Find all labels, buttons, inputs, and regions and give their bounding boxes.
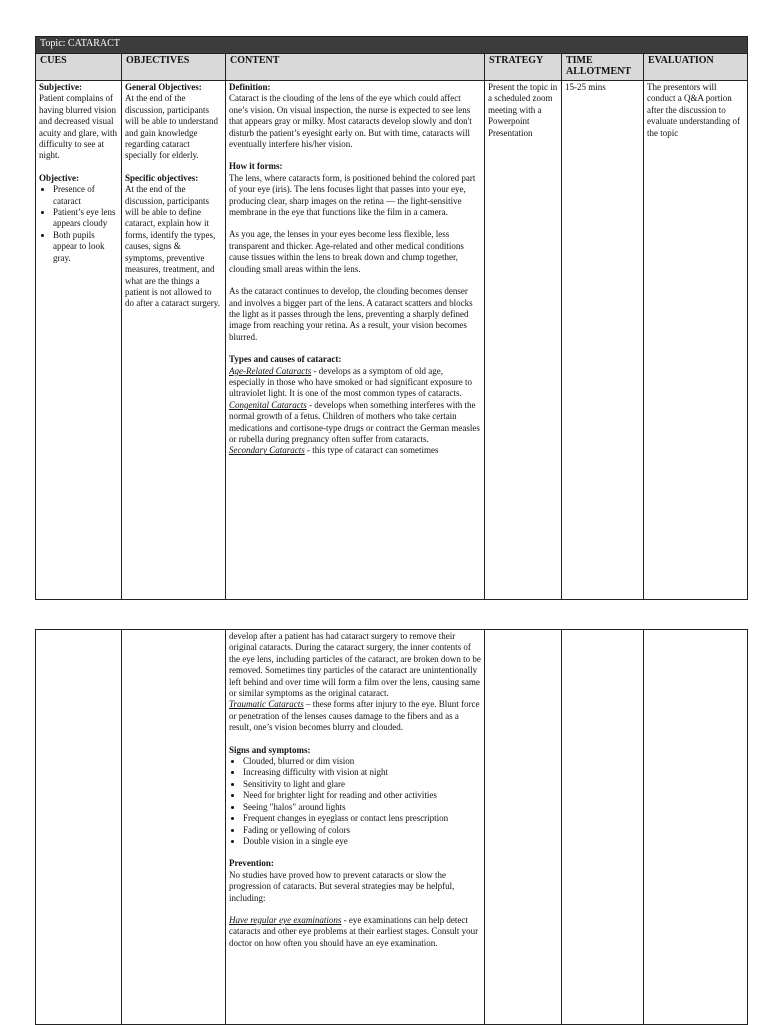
list-item: • Patient’s eye lens appears cloudy (53, 207, 118, 230)
list-item: • Presence of cataract (53, 184, 118, 207)
cues-cell (36, 81, 122, 600)
traumatic-label: Traumatic Cataracts (229, 699, 304, 710)
secondary-text: - this type of cataract can sometimes (304, 445, 439, 456)
cues-cell-empty (36, 630, 122, 1025)
prevention-heading: Prevention: (229, 858, 274, 869)
age-related-paragraph (229, 366, 481, 400)
subjective-heading: Subjective: (39, 82, 82, 92)
topic-row (36, 37, 748, 54)
header-row (36, 54, 748, 81)
general-objectives-text: At the end of the discussion, participants will be able to understand and gain knowledge regarding cataract specially for elderly. (125, 93, 218, 161)
time-allotment-cell: 15-25 mins (562, 81, 644, 600)
header-objectives: OBJECTIVES (122, 54, 226, 81)
secondary-label: Secondary Cataracts (229, 445, 305, 456)
evaluation-cell-empty (644, 630, 748, 1025)
specific-objectives-text: At the end of the discussion, participants will be able to define cataract, explain how it forms, identify the types, causes, signs & symptoms, preventive measures, treatment, and what are the things a patient is not allowed to do after a cataract surgery. (125, 184, 220, 309)
time-cell-empty (562, 630, 644, 1025)
list-item: • Seeing "halos" around lights (243, 802, 481, 813)
prevention-text: No studies have proved how to prevent cataracts or slow the progression of cataracts. But several strategies may be helpful, including: (229, 869, 455, 903)
eye-exam-label: Have regular eye examinations (229, 914, 342, 925)
list-item: • Double vision in a single eye (243, 836, 481, 847)
content-cell-continued (226, 630, 485, 1025)
how-it-forms-paragraph: The lens, where cataracts form, is positioned behind the colored part of your eye (iris). The lens focuses light that passes into your eye, producing clear, sharp images on the retina — the light-sensitive membrane in the eye that functions like the film in a camera. (229, 172, 476, 218)
list-item: • Sensitivity to light and glare (243, 779, 481, 790)
traumatic-paragraph (229, 699, 481, 733)
secondary-paragraph (229, 445, 481, 456)
signs-list (229, 756, 481, 847)
body-row (36, 81, 748, 600)
traumatic-text: – these forms after injury to the eye. Blunt force or penetration of the lenses causes damage to the fibers and as a result, one’s vision becomes blurry and clouded. (229, 699, 480, 733)
congenital-label: Congenital Cataracts (229, 399, 307, 410)
header-strategy: STRATEGY (485, 54, 562, 81)
list-item: • Fading or yellowing of colors (243, 825, 481, 836)
age-related-label: Age-Related Cataracts (229, 365, 312, 376)
specific-objectives-heading: Specific objectives: (125, 172, 199, 183)
congenital-text: - develops when something interferes with the normal growth of a fetus. Children of mothers who take certain medications and cortisone-type drugs or contract the German measles or rubella during pregnancy often suffer from cataracts. (229, 399, 480, 444)
objectives-cell (122, 81, 226, 600)
how-it-forms-paragraph: As you age, the lenses in your eyes become less flexible, less transparent and thicker. Age-related and other medical conditions cause tissues within the lens to break down and clump together, clouding small areas within the lens. (229, 229, 464, 274)
general-objectives-heading: General Objectives: (125, 82, 202, 92)
evaluation-cell: The presentors will conduct a Q&A portion after the discussion to evaluate understanding of the topic (644, 81, 748, 600)
secondary-continued-text: develop after a patient has had cataract surgery to remove their original cataracts. During the cataract surgery, the inner contents of the eye lens, including particles of the cataract, are broken down to be removed. Sometimes tiny particles of the cataract are unintentionally left behind and over time will form a film over the lens, causing same or similar symptoms as the original cataract. (229, 631, 481, 699)
header-cues: CUES (36, 54, 122, 81)
strategy-cell: Present the topic in a scheduled zoom meeting with a Powerpoint Presentation (485, 81, 562, 600)
how-it-forms-heading: How it forms: (229, 161, 283, 172)
objective-list (39, 184, 118, 264)
objectives-cell-empty (122, 630, 226, 1025)
list-item: • Both pupils appear to look gray. (53, 230, 118, 264)
signs-heading: Signs and symptoms: (229, 744, 311, 755)
eye-exam-text: - eye examinations can help detect cataracts and other eye problems at their earliest stages. Consult your doctor on how often you should have an eye examination. (229, 914, 479, 948)
list-item: • Need for brighter light for reading and other activities (243, 790, 481, 801)
header-time-allotment: TIME ALLOTMENT (562, 54, 644, 81)
types-heading: Types and causes of cataract: (229, 354, 342, 365)
congenital-paragraph (229, 400, 481, 446)
content-cell (226, 81, 485, 600)
list-item: • Increasing difficulty with vision at night (243, 767, 481, 778)
eye-exam-paragraph (229, 915, 481, 949)
how-it-forms-paragraph: As the cataract continues to develop, the clouding becomes denser and involves a bigger part of the lens. A cataract scatters and blocks the light as it passes through the lens, preventing a sharply defined image from reaching your retina. As a result, your vision becomes blurred. (229, 286, 473, 342)
body-row-continued (36, 630, 748, 1025)
lesson-plan-table-continued (35, 629, 748, 1025)
age-related-text: - develops as a symptom of old age, especially in those who have smoked or had significant exposure to ultraviolet light. It is one of the most common types of cataracts. (229, 365, 472, 399)
header-content: CONTENT (226, 54, 485, 81)
topic-title: Topic: CATARACT (36, 37, 748, 54)
strategy-cell-empty (485, 630, 562, 1025)
objective-heading: Objective: (39, 172, 79, 183)
definition-text: Cataract is the clouding of the lens of the eye which could affect one’s vision. On visual inspection, the nurse is expected to see lens that appears gray or milky. Most cataracts develop slowly and don't disturb the patient’s eyesight early on. But with time, cataracts will eventually interfere his/her vision. (229, 93, 472, 150)
list-item: • Frequent changes in eyeglass or contact lens prescription (243, 813, 481, 824)
subjective-text: Patient complains of having blurred vision and decreased visual acuity and glare, with difficulty to see at night. (39, 93, 117, 161)
list-item: • Clouded, blurred or dim vision (243, 756, 481, 767)
definition-heading: Definition: (229, 82, 271, 92)
header-evaluation: EVALUATION (644, 54, 748, 81)
lesson-plan-table (35, 36, 748, 600)
